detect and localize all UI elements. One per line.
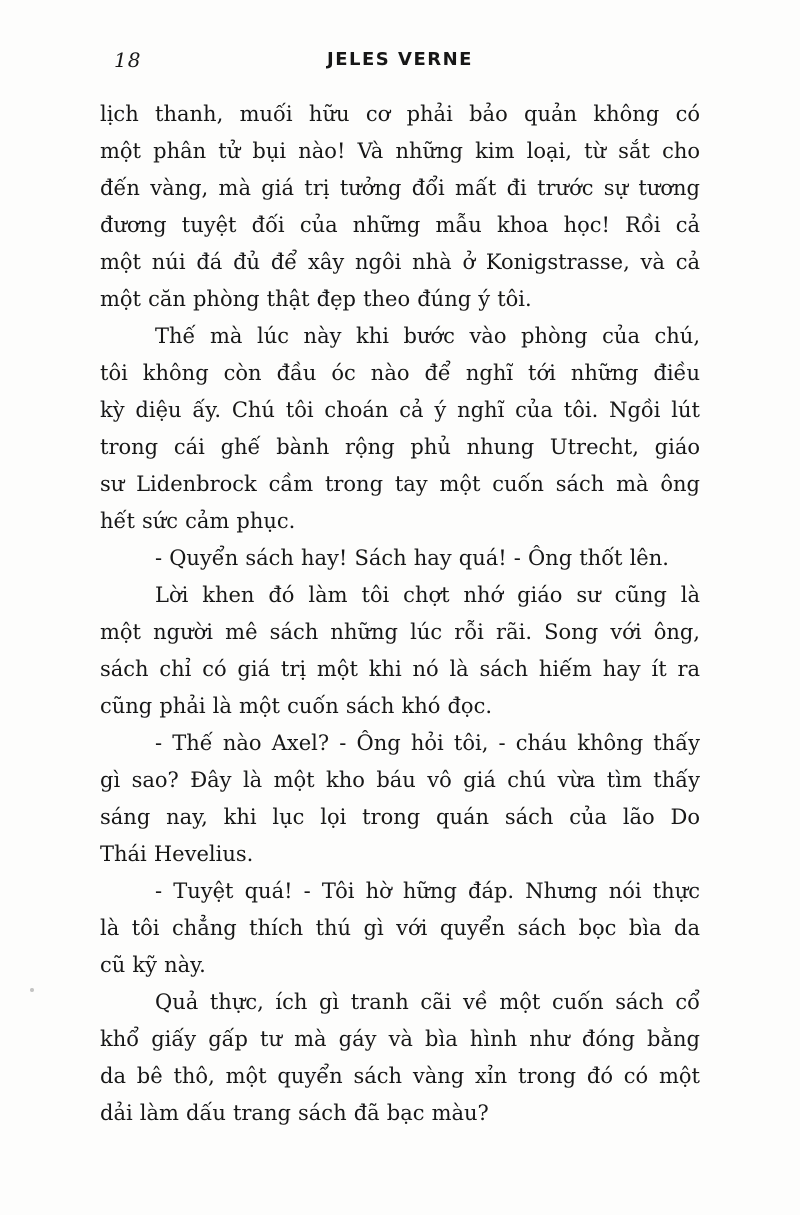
text-line: đương tuyệt đối của những mẫu khoa học! Rồi cả <box>100 213 700 237</box>
text-line: Thái Hevelius. <box>100 842 254 866</box>
paragraph <box>100 725 700 873</box>
text-line: khổ giấy gấp tư mà gáy và bìa hình như đóng bằng <box>100 1027 700 1051</box>
text-line: sư Lidenbrock cầm trong tay một cuốn sách mà ông <box>100 472 700 496</box>
paragraph <box>100 96 700 318</box>
paragraph <box>100 318 700 540</box>
text-line: dải làm dấu trang sách đã bạc màu? <box>100 1101 489 1125</box>
text-block <box>100 96 700 1132</box>
text-line: gì sao? Đây là một kho báu vô giá chú vừa tìm thấy <box>100 768 700 792</box>
text-line: cũ kỹ này. <box>100 953 206 977</box>
text-line: da bê thô, một quyển sách vàng xỉn trong đó có một <box>100 1064 700 1088</box>
paragraph <box>100 873 700 984</box>
text-line: lịch thanh, muối hữu cơ phải bảo quản không có <box>100 102 700 126</box>
paragraph <box>100 540 700 577</box>
text-line: cũng phải là một cuốn sách khó đọc. <box>100 694 493 718</box>
text-line: một căn phòng thật đẹp theo đúng ý tôi. <box>100 287 532 311</box>
text-line: - Quyển sách hay! Sách hay quá! - Ông thốt lên. <box>155 546 669 570</box>
text-line: một phân tử bụi nào! Và những kim loại, từ sắt cho <box>100 139 700 163</box>
text-line: hết sức cảm phục. <box>100 509 296 533</box>
text-line: trong cái ghế bành rộng phủ nhung Utrecht, giáo <box>100 435 700 459</box>
scan-artifact <box>30 988 34 992</box>
text-line: - Tuyệt quá! - Tôi hờ hững đáp. Nhưng nói thực <box>155 879 700 903</box>
running-title: JELES VERNE <box>327 49 473 70</box>
paragraph <box>100 984 700 1132</box>
text-line: là tôi chẳng thích thú gì với quyển sách bọc bìa da <box>100 916 700 940</box>
text-line: - Thế nào Axel? - Ông hỏi tôi, - cháu không thấy <box>155 731 700 755</box>
page-header <box>100 48 700 74</box>
text-line: tôi không còn đầu óc nào để nghĩ tới những điều <box>100 361 700 385</box>
text-line: kỳ diệu ấy. Chú tôi choán cả ý nghĩ của tôi. Ngồi lút <box>100 398 700 422</box>
text-line: Quả thực, ích gì tranh cãi về một cuốn sách cổ <box>155 990 700 1014</box>
page-number: 18 <box>114 48 142 72</box>
text-line: Thế mà lúc này khi bước vào phòng của chú, <box>155 324 700 348</box>
text-line: một người mê sách những lúc rỗi rãi. Song với ông, <box>100 620 700 644</box>
text-line: Lời khen đó làm tôi chợt nhớ giáo sư cũng là <box>155 583 700 607</box>
text-line: sách chỉ có giá trị một khi nó là sách hiếm hay ít ra <box>100 657 700 681</box>
text-line: một núi đá đủ để xây ngôi nhà ở Konigstrasse, và cả <box>100 250 700 274</box>
paragraph <box>100 577 700 725</box>
text-line: đến vàng, mà giá trị tưởng đổi mất đi trước sự tương <box>100 176 700 200</box>
text-line: sáng nay, khi lục lọi trong quán sách của lão Do <box>100 805 700 829</box>
